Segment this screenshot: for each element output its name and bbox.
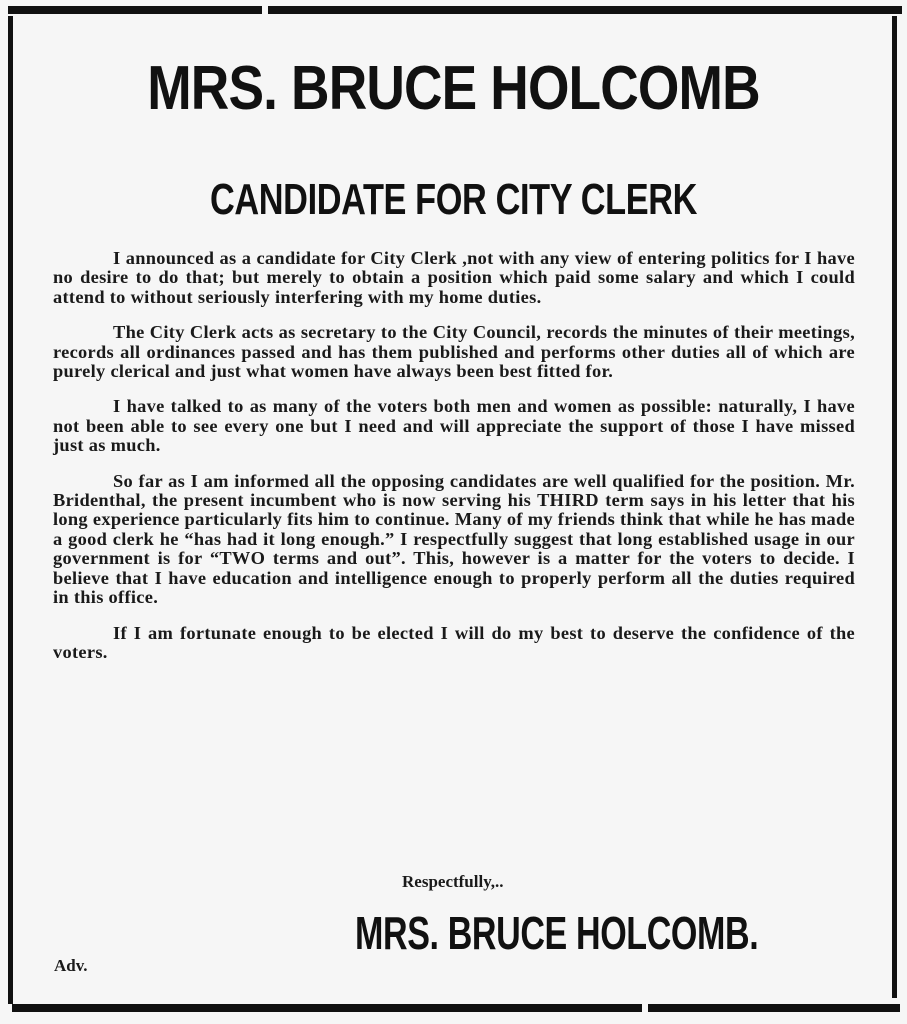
paragraph: The City Clerk acts as secretary to the City Council, records the minutes of their meetings, records all ordinances passed and has them published and performs other duties all of which are purely clerical and just what women have always been best fitted for. bbox=[53, 322, 855, 382]
paragraph: If I am fortunate enough to be elected I will do my best to deserve the confidence of the voters. bbox=[53, 622, 855, 662]
subheadline: CANDIDATE FOR CITY CLERK bbox=[209, 175, 698, 224]
left-border bbox=[8, 16, 13, 1004]
headline: MRS. BRUCE HOLCOMB bbox=[147, 54, 760, 123]
adv-label: Adv. bbox=[54, 956, 88, 975]
bottom-rule-left bbox=[12, 1004, 642, 1012]
bottom-rule-right bbox=[648, 1004, 900, 1012]
paragraph: I have talked to as many of the voters both men and women as possible: naturally, I have not been able to see every one but I need and will appreciate the support of those I have missed just as much. bbox=[53, 396, 855, 456]
body-text bbox=[53, 249, 855, 678]
top-rule-right bbox=[268, 6, 902, 14]
right-border bbox=[892, 16, 897, 998]
closing: Respectfully,.. bbox=[402, 872, 504, 891]
signature: MRS. BRUCE HOLCOMB. bbox=[355, 907, 759, 959]
paragraph: So far as I am informed all the opposing candidates are well qualified for the position. Mr. Bridenthal, the present incumbent who is now serving his THIRD term says in his letter that his long experience particularly fits him to continue. Many of my friends think that while he has made a good clerk he “has had it long enough.” I respectfully suggest that long established usage in our government is for “TWO terms and out”. This, however is a matter for the voters to decide. I believe that I have education and intelligence enough to properly perform all the duties required in this office. bbox=[53, 470, 855, 608]
top-rule-left bbox=[8, 6, 262, 14]
paragraph: I announced as a candidate for City Clerk ,not with any view of entering politics for I have no desire to do that; but merely to obtain a position which paid some salary and which I could attend to without seriously interfering with my home duties. bbox=[53, 248, 855, 307]
